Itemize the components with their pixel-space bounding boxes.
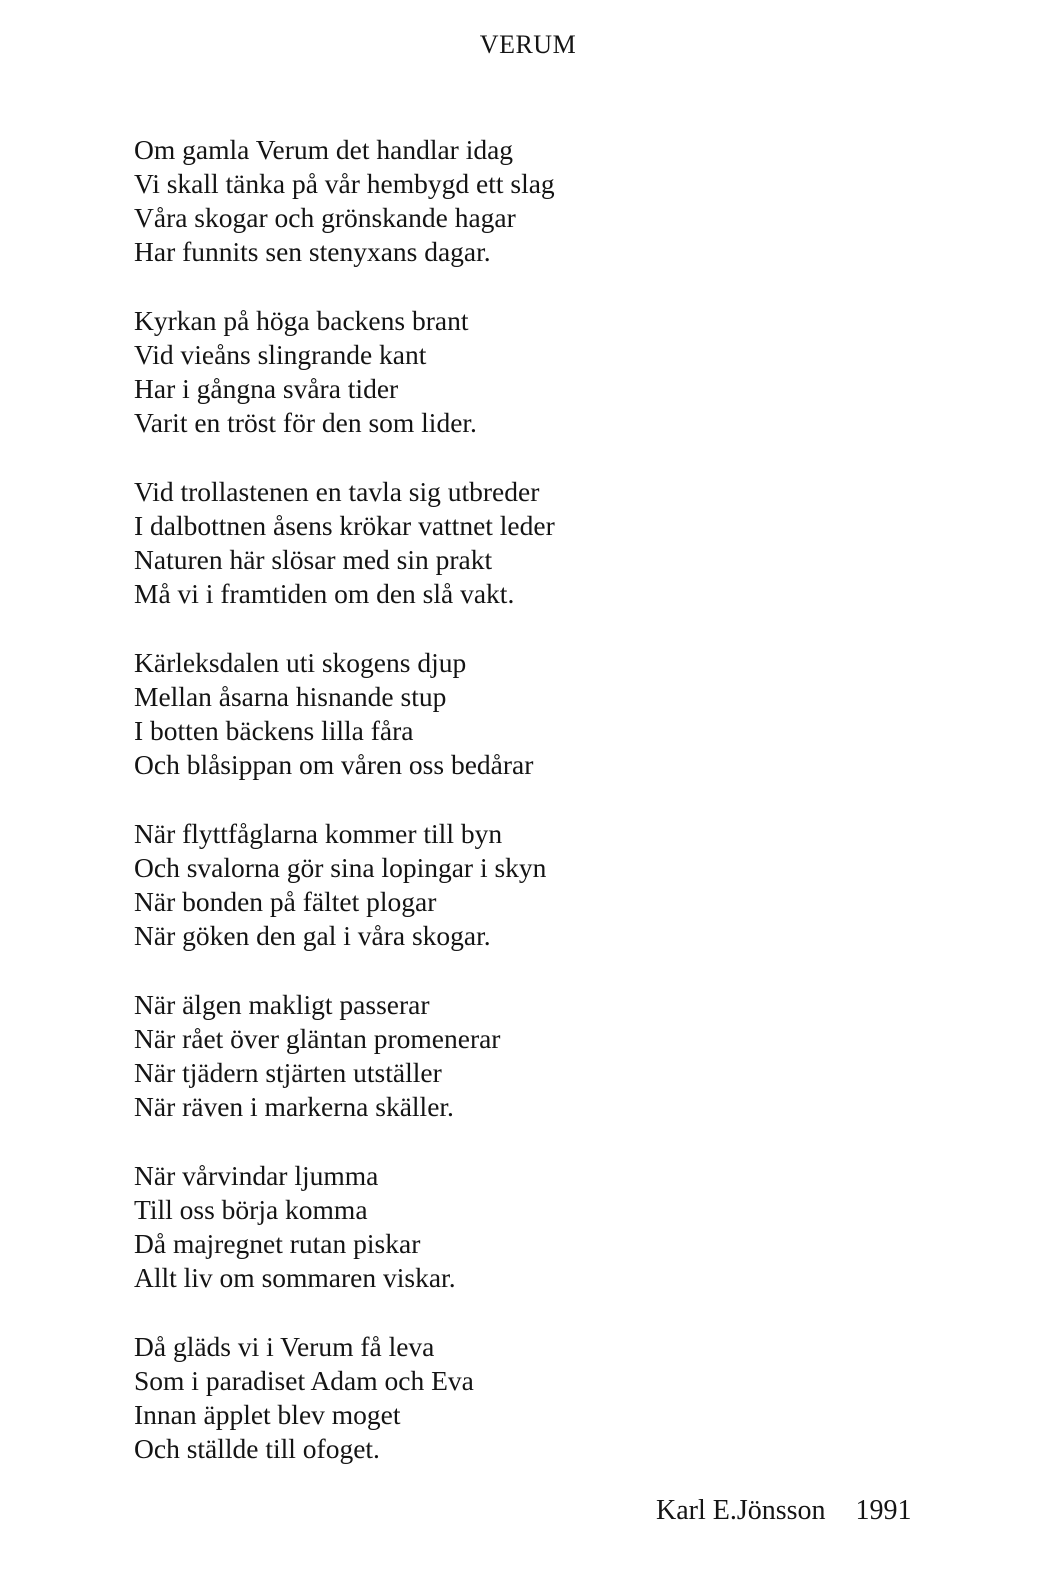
poem-line: När vårvindar ljumma xyxy=(134,1159,379,1191)
poem-line: När tjädern stjärten utställer xyxy=(134,1057,442,1089)
poem-line: Våra skogar och grönskande hagar xyxy=(134,202,516,234)
poem-line: Innan äpplet blev moget xyxy=(134,1398,401,1430)
poem-line: Har funnits sen stenyxans dagar. xyxy=(134,236,491,268)
poem-line: Och blåsippan om våren oss bedårar xyxy=(134,749,534,781)
poem-line: Vid vieåns slingrande kant xyxy=(134,339,427,371)
poem-line: Om gamla Verum det handlar idag xyxy=(134,134,514,165)
poem-body xyxy=(134,133,934,1501)
poem-line: I botten bäckens lilla fåra xyxy=(134,715,414,747)
poem-line: När älgen makligt passerar xyxy=(134,988,430,1020)
poem-line: Kärleksdalen uti skogens djup xyxy=(134,646,467,678)
signature xyxy=(656,1495,912,1527)
stanza xyxy=(134,304,934,440)
signature-year: 1991 xyxy=(855,1495,912,1526)
poem-line: Vi skall tänka på vår hembygd ett slag xyxy=(134,168,555,200)
stanza xyxy=(134,988,934,1124)
poem-line: När bonden på fältet plogar xyxy=(134,886,437,918)
poem-line: Vid trollastenen en tavla sig utbreder xyxy=(134,475,540,507)
stanza xyxy=(134,475,934,611)
stanza xyxy=(134,1330,934,1466)
poem-line: Allt liv om sommaren viskar. xyxy=(134,1262,456,1294)
poem-line: Och svalorna gör sina lopingar i skyn xyxy=(134,851,547,883)
stanza xyxy=(134,646,934,782)
poem-line: Och ställde till ofoget. xyxy=(134,1433,380,1465)
poem-line: Må vi i framtiden om den slå vakt. xyxy=(134,578,515,610)
poem-line: När göken den gal i våra skogar. xyxy=(134,920,491,952)
poem-line: Till oss börja komma xyxy=(134,1193,368,1225)
poem-line: När räven i markerna skäller. xyxy=(134,1091,454,1123)
poem-line: Då gläds vi i Verum få leva xyxy=(134,1330,435,1362)
poem-line: Naturen här slösar med sin prakt xyxy=(134,544,493,576)
poem-line: Då majregnet rutan piskar xyxy=(134,1228,421,1259)
poem-line: I dalbottnen åsens krökar vattnet leder xyxy=(134,510,555,542)
poem-line: När flyttfåglarna kommer till byn xyxy=(134,817,503,849)
poem-line: Kyrkan på höga backens brant xyxy=(134,304,469,336)
poem-line: Har i gångna svåra tider xyxy=(134,373,399,405)
author-name: Karl E.Jönsson xyxy=(656,1495,826,1526)
poem-line: Varit en tröst för den som lider. xyxy=(134,407,477,439)
poem-line: Mellan åsarna hisnande stup xyxy=(134,681,447,712)
stanza xyxy=(134,817,934,953)
poem-line: När rået över gläntan promenerar xyxy=(134,1022,501,1054)
poem-line: Som i paradiset Adam och Eva xyxy=(134,1364,474,1396)
stanza xyxy=(134,133,934,269)
stanza xyxy=(134,1159,934,1295)
poem-title: VERUM xyxy=(479,30,577,59)
